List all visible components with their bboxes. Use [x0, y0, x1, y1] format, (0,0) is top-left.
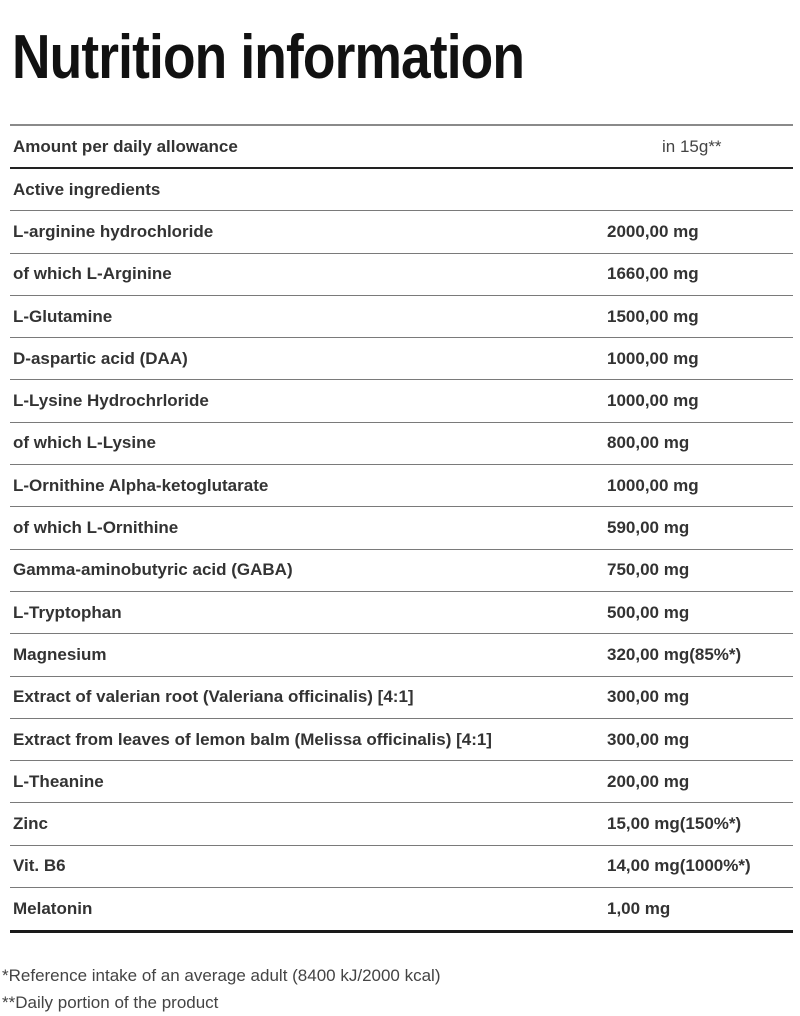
ingredient-amount: 200,00 mg — [607, 771, 690, 791]
ingredient-amount: 14,00 mg(1000%*) — [607, 856, 751, 876]
ingredient-name: L-Glutamine — [13, 306, 113, 326]
ingredient-name: L-Tryptophan — [13, 602, 122, 622]
section-row — [10, 169, 793, 211]
ingredient-amount: 300,00 mg — [607, 687, 690, 707]
ingredient-name: L-arginine hydrochloride — [13, 221, 214, 241]
table-row — [10, 761, 793, 803]
table-row — [10, 211, 793, 253]
ingredient-name: L-Ornithine Alpha-ketoglutarate — [13, 475, 269, 495]
table-row — [10, 296, 793, 338]
ingredient-name: Vit. B6 — [13, 856, 66, 876]
ingredient-name: of which L-Lysine — [13, 433, 156, 453]
page-title: Nutrition information — [12, 23, 525, 92]
footnotes — [2, 962, 441, 1016]
ingredient-name: Extract of valerian root (Valeriana officinalis) [4:1] — [13, 687, 414, 707]
ingredient-name: Zinc — [13, 814, 48, 834]
ingredient-amount: 1000,00 mg — [607, 348, 699, 368]
table-row — [10, 846, 793, 888]
ingredient-name: D-aspartic acid (DAA) — [13, 348, 188, 368]
ingredient-amount: 750,00 mg — [607, 560, 690, 580]
ingredient-amount: 1500,00 mg — [607, 306, 699, 326]
table-row — [10, 803, 793, 845]
ingredient-amount: 1,00 mg — [607, 899, 671, 919]
ingredient-amount: 2000,00 mg — [607, 221, 699, 241]
table-row — [10, 677, 793, 719]
table-row — [10, 550, 793, 592]
ingredient-amount: 15,00 mg(150%*) — [607, 814, 742, 834]
ingredient-name: of which L-Arginine — [13, 264, 172, 284]
table-row — [10, 338, 793, 380]
header-value: in 15g** — [662, 136, 722, 156]
ingredient-amount: 1000,00 mg — [607, 475, 699, 495]
table-row — [10, 507, 793, 549]
ingredient-amount: 500,00 mg — [607, 602, 690, 622]
footnote-daily-portion: **Daily portion of the product — [2, 993, 219, 1012]
ingredient-amount: 1000,00 mg — [607, 391, 699, 411]
ingredient-amount: 590,00 mg — [607, 518, 690, 538]
table-row — [10, 592, 793, 634]
section-label: Active ingredients — [13, 179, 161, 199]
ingredient-amount: 800,00 mg — [607, 433, 690, 453]
ingredient-name: Gamma-aminobutyric acid (GABA) — [13, 560, 293, 580]
table-header-row — [10, 126, 793, 169]
table-row — [10, 634, 793, 676]
ingredient-amount: 300,00 mg — [607, 729, 690, 749]
nutrition-table — [10, 124, 793, 933]
table-row — [10, 380, 793, 422]
table-row — [10, 254, 793, 296]
ingredient-name: L-Theanine — [13, 771, 104, 791]
ingredient-amount: 320,00 mg(85%*) — [607, 644, 742, 664]
table-row — [10, 719, 793, 761]
ingredient-amount: 1660,00 mg — [607, 264, 699, 284]
ingredient-name: Magnesium — [13, 644, 107, 664]
ingredient-name: L-Lysine Hydrochrloride — [13, 391, 209, 411]
header-label: Amount per daily allowance — [13, 136, 238, 156]
ingredient-name: of which L-Ornithine — [13, 518, 179, 538]
table-row — [10, 465, 793, 507]
ingredient-name: Melatonin — [13, 899, 93, 919]
ingredient-name: Extract from leaves of lemon balm (Melissa officinalis) [4:1] — [13, 729, 492, 749]
table-row — [10, 888, 793, 930]
table-row — [10, 423, 793, 465]
footnote-reference-intake: *Reference intake of an average adult (8400 kJ/2000 kcal) — [2, 966, 441, 985]
